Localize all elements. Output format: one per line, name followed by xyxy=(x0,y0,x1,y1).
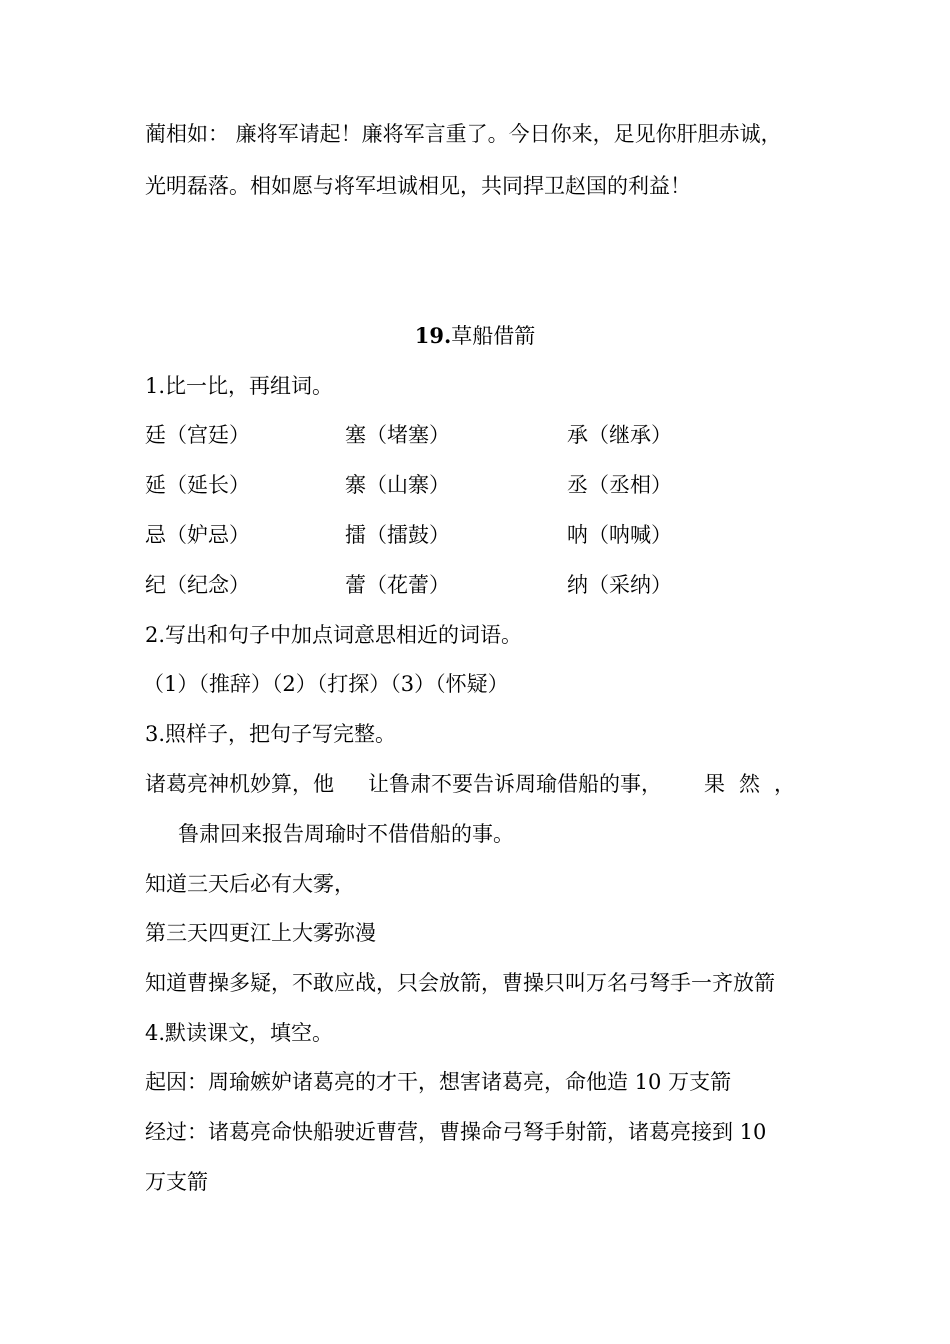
intro-line-1: 蔺相如： 廉将军请起！廉将军言重了。今日你来，足见你肝胆赤诚， xyxy=(145,122,782,146)
q3-example-line xyxy=(145,770,795,798)
q1-row-4-col-3: 纳（采纳） xyxy=(567,573,672,597)
intro-line-2: 光明磊落。相如愿与将军坦诚相见，共同捍卫赵国的利益！ xyxy=(145,174,691,198)
q3-example-continuation: 鲁肃回来报告周瑜时不借借船的事。 xyxy=(178,822,514,846)
q1-row-1-col-1: 廷（宫廷） xyxy=(145,423,250,447)
q1-row-2-col-2: 寨（山寨） xyxy=(345,473,450,497)
q3-example-part-a: 诸葛亮神机妙算，他 xyxy=(145,772,334,796)
q3-answer-line-1: 知道三天后必有大雾， xyxy=(145,872,355,896)
q4-cause: 起因：周瑜嫉妒诸葛亮的才干，想害诸葛亮，命他造 10 万支箭 xyxy=(145,1070,732,1094)
lesson-number: 19. xyxy=(414,323,452,348)
q1-heading: 1.比一比，再组词。 xyxy=(145,374,334,398)
q1-row-3-col-3: 呐（呐喊） xyxy=(567,523,672,547)
q3-example-part-c: 果 然 ， xyxy=(704,772,795,796)
q3-heading: 3.照样子，把句子写完整。 xyxy=(145,722,397,746)
q3-example-part-b: 让鲁肃不要告诉周瑜借船的事， xyxy=(368,772,662,796)
q1-row-4-col-1: 纪（纪念） xyxy=(145,573,250,597)
q1-row-4-col-2: 蕾（花蕾） xyxy=(345,573,450,597)
q4-heading: 4.默读课文，填空。 xyxy=(145,1021,334,1045)
q1-row-2-col-3: 丞（丞相） xyxy=(567,473,672,497)
q1-row-1-col-3: 承（继承） xyxy=(567,423,672,447)
q1-row-1-col-2: 塞（堵塞） xyxy=(345,423,450,447)
lesson-title xyxy=(0,322,950,350)
q1-row-2-col-1: 延（延长） xyxy=(145,473,250,497)
q2-answer: （1）（推辞）（2）（打探）（3）（怀疑） xyxy=(143,672,509,696)
q4-process-line-1: 经过：诸葛亮命快船驶近曹营，曹操命弓弩手射箭，诸葛亮接到 10 xyxy=(145,1120,767,1144)
q4-process-line-2: 万支箭 xyxy=(145,1170,208,1194)
lesson-name: 草船借箭 xyxy=(451,324,536,348)
q3-answer-line-3: 知道曹操多疑，不敢应战，只会放箭，曹操只叫万名弓弩手一齐放箭 xyxy=(145,971,775,995)
q1-row-3-col-1: 忌（妒忌） xyxy=(145,523,250,547)
q3-answer-line-2: 第三天四更江上大雾弥漫 xyxy=(145,921,376,945)
q2-heading: 2.写出和句子中加点词意思相近的词语。 xyxy=(145,623,523,647)
q1-row-3-col-2: 擂（擂鼓） xyxy=(345,523,450,547)
